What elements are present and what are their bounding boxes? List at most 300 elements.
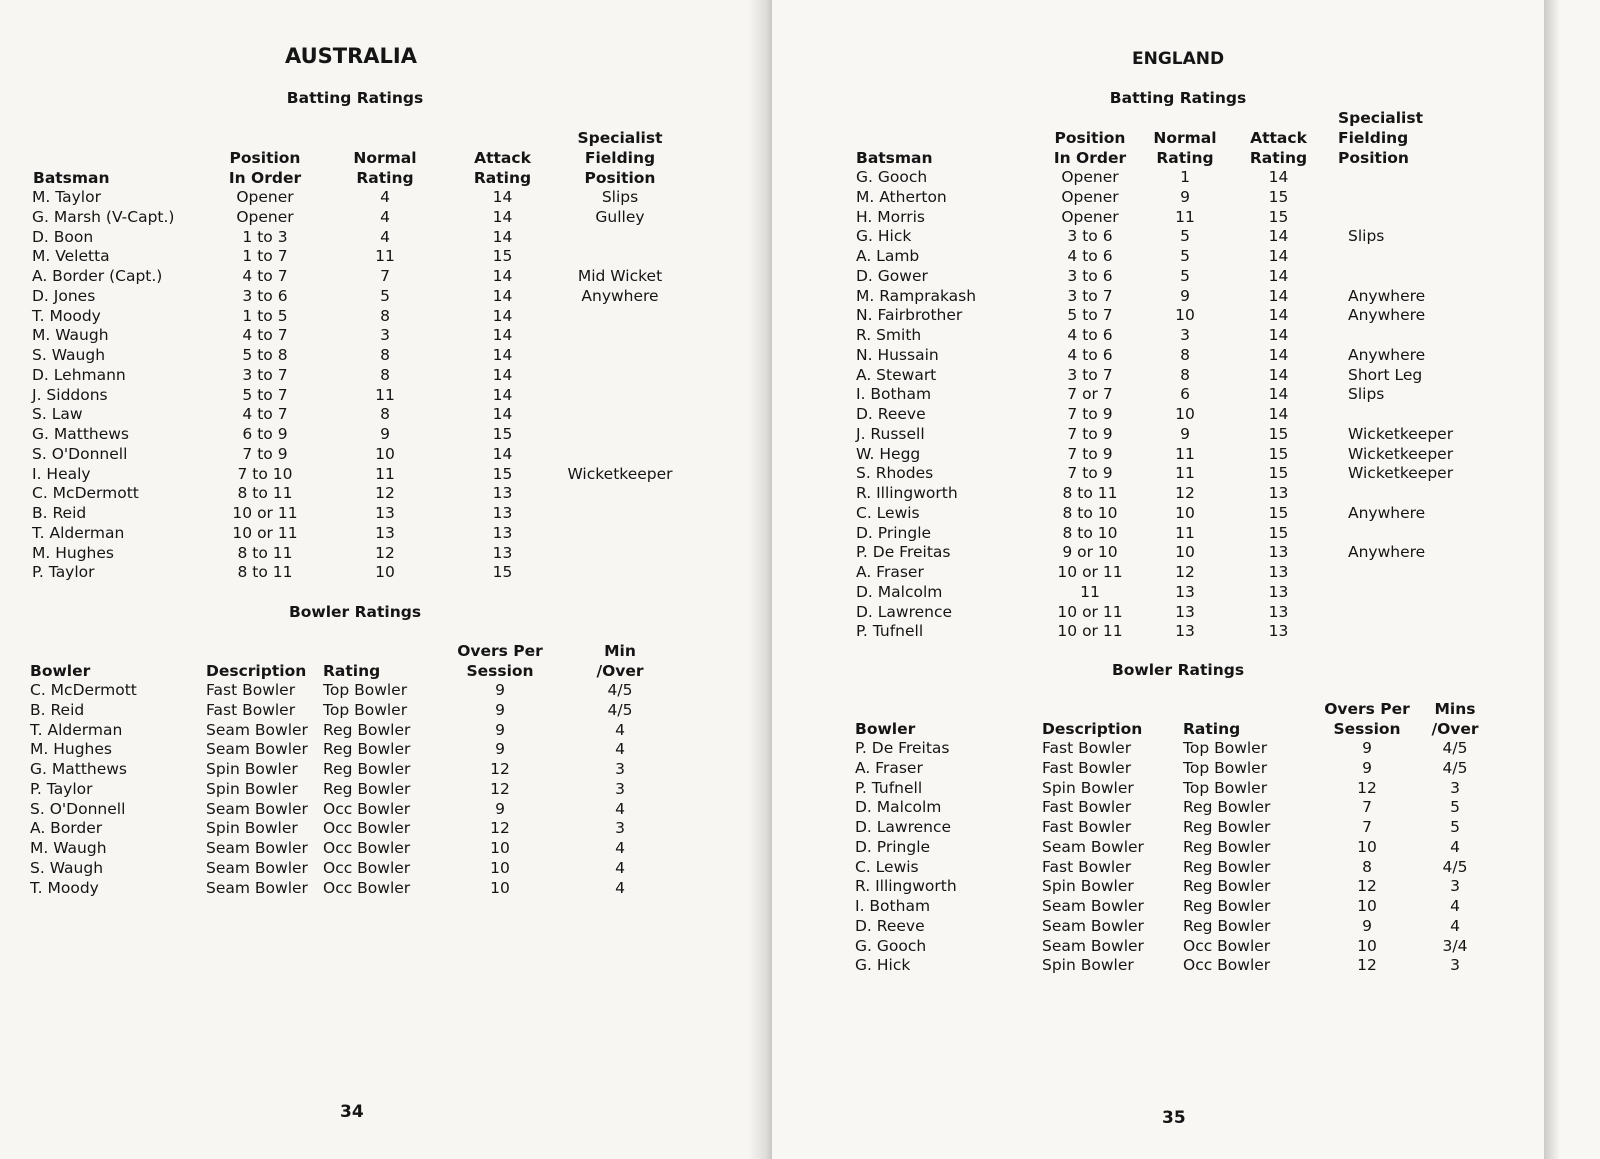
batting-row-fielding: Short Leg — [1348, 365, 1423, 384]
batting-row-attack-rating: 13 — [1268, 602, 1289, 621]
bowler-row-description: Seam Bowler — [1042, 837, 1144, 856]
batting-row-normal-rating: 8 — [380, 405, 390, 424]
batting-row-attack-rating: 14 — [1268, 266, 1289, 285]
batting-row-fielding: Slips — [1348, 385, 1385, 404]
description-header: Description — [206, 662, 307, 680]
batting-row-position: 3 to 7 — [1067, 286, 1113, 305]
bowler-row-min-over: 3 — [1450, 778, 1460, 797]
batting-row-position: 1 to 3 — [242, 227, 288, 246]
bowler-row-overs: 10 — [490, 858, 510, 877]
batting-row-attack-rating: 14 — [1268, 286, 1289, 305]
batting-row-position: 3 to 6 — [1067, 227, 1113, 246]
bowler-row-bowler: M. Hughes — [30, 740, 112, 759]
batting-row-batsman: B. Reid — [32, 504, 87, 522]
bowler-row-rating: Occ Bowler — [323, 799, 411, 818]
fielding-header: Specialist Fielding Position — [1338, 109, 1423, 167]
batting-row-position: 10 or 11 — [1057, 622, 1123, 641]
batting-row-attack-rating: 14 — [1268, 385, 1289, 404]
batting-row-fielding: Anywhere — [1348, 345, 1426, 364]
bowler-row-description: Fast Bowler — [1042, 758, 1132, 777]
batting-row-batsman: H. Morris — [856, 207, 925, 226]
bowler-row-description: Fast Bowler — [206, 700, 296, 719]
bowler-row-bowler: D. Pringle — [855, 837, 931, 856]
batting-row-position: 5 to 8 — [242, 346, 288, 364]
bowler-row-rating: Reg Bowler — [1183, 798, 1271, 817]
bowler-row-overs: 9 — [495, 720, 505, 739]
batting-row-position: 7 to 10 — [237, 464, 293, 483]
min-over-header: Min /Over — [596, 642, 644, 680]
bowler-row-description: Seam Bowler — [1042, 916, 1144, 935]
overs-header: Overs Per Session — [1324, 700, 1410, 738]
batting-row-batsman: J. Siddons — [32, 385, 108, 404]
bowler-row-overs: 10 — [1357, 936, 1377, 955]
batting-row-position: 7 to 9 — [1067, 444, 1113, 463]
bowler-row-overs: 9 — [495, 681, 505, 699]
bowler-header: Bowler — [30, 662, 91, 680]
batting-row-attack-rating: 13 — [492, 523, 513, 542]
batting-row-batsman: A. Border (Capt.) — [32, 267, 163, 285]
batting-row-batsman: G. Hick — [856, 227, 912, 246]
batting-row-batsman: M. Waugh — [32, 326, 109, 345]
bowler-row-bowler: M. Waugh — [30, 839, 107, 857]
batting-row-position: 8 to 11 — [237, 543, 293, 562]
bowler-row-overs: 10 — [1357, 897, 1377, 915]
bowler-row-min-over: 4/5 — [1442, 857, 1468, 876]
bowler-row-overs: 12 — [1357, 877, 1377, 896]
bowler-row-description: Spin Bowler — [1042, 877, 1134, 896]
bowler-row-min-over: 3 — [615, 760, 625, 778]
batting-row-normal-rating: 4 — [380, 188, 390, 206]
batting-row-position: 8 to 11 — [237, 484, 293, 503]
bowler-row-overs: 10 — [490, 878, 510, 897]
batting-row-position: 11 — [1080, 582, 1100, 601]
batting-row-batsman: W. Hegg — [856, 444, 921, 463]
bowler-row-description: Seam Bowler — [206, 740, 308, 759]
batting-row-batsman: M. Veletta — [32, 247, 110, 266]
batting-row-batsman: D. Jones — [32, 286, 96, 305]
batting-row-normal-rating: 5 — [1180, 266, 1190, 285]
batsman-header: Batsman — [856, 149, 933, 167]
bowler-row-bowler: C. Lewis — [855, 857, 919, 876]
normal-rating-header: Normal Rating — [1153, 129, 1217, 167]
batting-row-normal-rating: 10 — [1175, 306, 1195, 325]
batting-row-attack-rating: 14 — [492, 346, 513, 364]
bowler-row-description: Fast Bowler — [1042, 739, 1132, 757]
fielding-header: Specialist Fielding Position — [577, 129, 663, 187]
batting-row-attack-rating: 15 — [492, 464, 513, 483]
batting-row-attack-rating: 14 — [1268, 365, 1289, 384]
left-page — [0, 0, 772, 1159]
batsman-header: Batsman — [33, 169, 110, 187]
batting-row-position: 4 to 7 — [242, 326, 288, 345]
batting-row-position: 3 to 7 — [242, 365, 288, 384]
bowler-row-bowler: P. Taylor — [30, 779, 93, 798]
bowler-row-min-over: 4 — [615, 720, 625, 739]
batting-row-batsman: N. Hussain — [856, 345, 939, 364]
batting-row-batsman: M. Atherton — [856, 187, 947, 206]
batting-row-position: 5 to 7 — [1067, 306, 1113, 325]
bowler-row-min-over: 4 — [1450, 837, 1460, 856]
bowler-row-description: Seam Bowler — [206, 720, 308, 739]
bowler-row-bowler: T. Moody — [30, 878, 99, 897]
batting-row-normal-rating: 10 — [1175, 543, 1195, 562]
batting-row-attack-rating: 13 — [1268, 563, 1289, 581]
bowler-row-bowler: A. Fraser — [855, 758, 923, 777]
batting-row-position: 7 or 7 — [1067, 385, 1113, 404]
batting-row-position: 9 or 10 — [1062, 543, 1118, 562]
batting-row-attack-rating: 15 — [492, 247, 513, 266]
batting-row-attack-rating: 13 — [492, 484, 513, 503]
batting-row-normal-rating: 12 — [1175, 484, 1195, 502]
bowler-row-bowler: P. De Freitas — [855, 739, 950, 757]
batting-row-attack-rating: 14 — [492, 188, 513, 206]
batting-ratings-title: Batting Ratings — [286, 89, 424, 107]
batting-row-position: 7 to 9 — [1067, 424, 1113, 443]
batting-row-position: 1 to 5 — [242, 306, 288, 325]
batting-row-position: 7 to 9 — [1067, 464, 1113, 483]
batting-row-position: 8 to 10 — [1062, 503, 1118, 522]
page-title-england: ENGLAND — [1132, 49, 1225, 69]
batting-row-batsman: C. Lewis — [856, 503, 920, 522]
batting-row-normal-rating: 8 — [380, 365, 390, 384]
batting-row-position: 8 to 11 — [1062, 484, 1118, 502]
batting-row-position: 3 to 6 — [242, 286, 288, 305]
batting-row-fielding: Anywhere — [581, 286, 659, 305]
bowler-row-rating: Reg Bowler — [1183, 916, 1271, 935]
bowler-row-min-over: 5 — [1450, 818, 1460, 836]
bowler-row-min-over: 4/5 — [1442, 758, 1468, 777]
batting-row-position: 10 or 11 — [232, 523, 298, 542]
batting-row-normal-rating: 5 — [380, 286, 390, 305]
bowler-row-min-over: 3/4 — [1442, 936, 1468, 955]
batting-row-batsman: D. Pringle — [856, 523, 932, 542]
batting-row-attack-rating: 15 — [1268, 464, 1289, 483]
bowler-ratings-title: Bowler Ratings — [1111, 661, 1245, 679]
bowler-row-description: Spin Bowler — [1042, 778, 1134, 797]
batting-row-batsman: A. Fraser — [856, 563, 924, 581]
bowler-row-description: Seam Bowler — [206, 858, 308, 877]
bowler-row-description: Fast Bowler — [1042, 798, 1132, 817]
bowler-row-min-over: 3 — [615, 819, 625, 838]
batting-row-normal-rating: 3 — [380, 326, 390, 345]
bowler-row-overs: 9 — [495, 799, 505, 818]
batting-row-normal-rating: 4 — [380, 207, 390, 226]
batting-row-normal-rating: 10 — [375, 563, 395, 582]
batting-row-position: 4 to 6 — [1067, 345, 1113, 364]
bowler-row-overs: 7 — [1362, 818, 1372, 836]
batting-row-attack-rating: 15 — [1268, 444, 1289, 463]
batting-row-position: 4 to 7 — [242, 405, 288, 424]
batting-row-batsman: G. Gooch — [856, 168, 928, 186]
batting-row-batsman: N. Fairbrother — [856, 306, 963, 325]
batting-row-attack-rating: 14 — [1268, 405, 1289, 423]
batting-row-fielding: Slips — [601, 188, 639, 206]
bowler-row-rating: Occ Bowler — [323, 858, 411, 877]
batting-row-position: Opener — [1061, 187, 1119, 206]
description-header: Description — [1042, 720, 1143, 738]
batting-row-normal-rating: 11 — [375, 464, 395, 483]
batting-row-attack-rating: 14 — [1268, 247, 1289, 265]
batting-row-position: Opener — [236, 188, 294, 206]
batting-row-normal-rating: 9 — [380, 425, 390, 443]
bowler-row-min-over: 4 — [615, 858, 625, 877]
bowler-row-rating: Reg Bowler — [323, 740, 411, 759]
bowler-row-overs: 10 — [1357, 837, 1377, 856]
bowler-row-description: Seam Bowler — [1042, 936, 1144, 955]
bowler-row-description: Spin Bowler — [206, 760, 298, 778]
bowler-row-min-over: 4/5 — [607, 700, 633, 719]
bowler-row-description: Seam Bowler — [1042, 897, 1144, 915]
bowler-row-rating: Reg Bowler — [323, 720, 411, 739]
batting-row-normal-rating: 11 — [375, 385, 395, 404]
batting-row-attack-rating: 13 — [1268, 582, 1289, 601]
batting-row-position: 10 or 11 — [1057, 563, 1123, 581]
batting-row-batsman: M. Hughes — [32, 543, 114, 562]
batting-row-normal-rating: 8 — [380, 346, 390, 364]
bowler-row-rating: Reg Bowler — [1183, 877, 1271, 896]
batting-row-batsman: J. Russell — [856, 424, 925, 443]
batting-row-attack-rating: 14 — [492, 227, 513, 246]
batting-row-position: 7 to 9 — [1067, 405, 1113, 423]
batting-row-attack-rating: 14 — [492, 207, 513, 226]
batting-row-normal-rating: 13 — [375, 523, 395, 542]
page-title-australia: AUSTRALIA — [285, 44, 417, 68]
batting-row-batsman: S. Law — [32, 405, 83, 424]
batting-row-normal-rating: 9 — [1180, 187, 1190, 206]
batting-row-batsman: P. De Freitas — [856, 543, 951, 562]
batting-row-attack-rating: 14 — [492, 267, 513, 285]
batting-row-position: Opener — [1061, 168, 1119, 186]
batting-row-normal-rating: 11 — [1175, 207, 1195, 226]
bowler-row-bowler: R. Illingworth — [855, 877, 957, 896]
bowler-row-min-over: 4 — [615, 878, 625, 897]
batting-row-batsman: I. Healy — [32, 464, 91, 483]
bowler-row-bowler: C. McDermott — [30, 681, 137, 699]
batting-row-attack-rating: 14 — [492, 306, 513, 325]
bowler-row-min-over: 5 — [1450, 798, 1460, 817]
batting-row-attack-rating: 14 — [492, 444, 513, 463]
batting-row-batsman: D. Lehmann — [32, 365, 126, 384]
bowler-row-description: Seam Bowler — [206, 878, 308, 897]
bowler-row-bowler: P. Tufnell — [855, 778, 923, 797]
bowler-row-bowler: A. Border — [30, 819, 103, 838]
bowler-row-description: Fast Bowler — [206, 681, 296, 699]
bowler-row-bowler: G. Gooch — [855, 936, 927, 955]
batting-row-batsman: T. Alderman — [32, 523, 125, 542]
batting-row-normal-rating: 10 — [1175, 503, 1195, 522]
bowler-ratings-title: Bowler Ratings — [288, 603, 422, 621]
batting-row-batsman: I. Botham — [856, 385, 932, 404]
batting-row-attack-rating: 14 — [1268, 168, 1289, 186]
page-number: 34 — [340, 1102, 364, 1122]
batting-row-position: Opener — [236, 207, 294, 226]
bowler-row-rating: Occ Bowler — [323, 839, 411, 857]
bowler-row-bowler: S. Waugh — [30, 858, 104, 877]
bowler-row-rating: Top Bowler — [1183, 758, 1268, 777]
bowler-row-min-over: 4/5 — [607, 681, 633, 699]
batting-row-position: 4 to 7 — [242, 267, 288, 285]
position-header: Position In Order — [1053, 129, 1127, 167]
batting-row-position: Opener — [1061, 207, 1119, 226]
batting-row-batsman: D. Gower — [856, 266, 928, 285]
bowler-row-rating: Top Bowler — [323, 700, 408, 719]
batting-row-batsman: S. O'Donnell — [32, 444, 128, 463]
page-number: 35 — [1162, 1108, 1186, 1128]
bowler-row-overs: 12 — [490, 819, 510, 838]
batting-row-attack-rating: 14 — [1268, 345, 1289, 364]
batting-row-batsman: D. Boon — [32, 227, 94, 246]
batting-row-attack-rating: 14 — [492, 286, 513, 305]
batting-row-normal-rating: 7 — [380, 267, 390, 285]
bowler-row-min-over: 4 — [615, 839, 625, 857]
batting-row-fielding: Wicketkeeper — [567, 464, 673, 483]
bowler-row-bowler: G. Hick — [855, 956, 911, 975]
batting-row-attack-rating: 14 — [492, 365, 513, 384]
batting-row-attack-rating: 13 — [492, 543, 513, 562]
bowler-row-description: Spin Bowler — [206, 819, 298, 838]
bowler-row-overs: 9 — [495, 700, 505, 719]
bowler-row-min-over: 4 — [615, 799, 625, 818]
batting-row-fielding: Wicketkeeper — [1348, 464, 1454, 483]
gutter-shadow — [1544, 0, 1560, 1159]
batting-row-normal-rating: 12 — [375, 484, 395, 503]
bowler-row-description: Spin Bowler — [1042, 956, 1134, 975]
batting-row-batsman: R. Smith — [856, 326, 922, 344]
bowler-row-rating: Reg Bowler — [1183, 857, 1271, 876]
batting-row-position: 10 or 11 — [1057, 602, 1123, 621]
bowler-row-overs: 9 — [1362, 758, 1372, 777]
bowler-row-rating: Reg Bowler — [323, 760, 411, 778]
batting-row-attack-rating: 13 — [1268, 484, 1289, 502]
batting-row-normal-rating: 4 — [380, 227, 390, 246]
batting-row-batsman: R. Illingworth — [856, 484, 958, 502]
batting-row-position: 10 or 11 — [232, 504, 298, 522]
batting-row-attack-rating: 14 — [1268, 326, 1289, 344]
batting-row-fielding: Gulley — [595, 207, 645, 226]
right-page — [772, 0, 1600, 1159]
batting-row-attack-rating: 15 — [1268, 187, 1289, 206]
batting-row-batsman: A. Lamb — [856, 247, 920, 265]
batting-row-normal-rating: 1 — [1180, 168, 1190, 186]
rating-header: Rating — [323, 662, 381, 680]
normal-rating-header: Normal Rating — [353, 149, 417, 187]
batting-row-attack-rating: 13 — [1268, 622, 1289, 641]
batting-row-normal-rating: 8 — [1180, 345, 1190, 364]
bowler-row-bowler: S. O'Donnell — [30, 799, 126, 818]
batting-row-normal-rating: 10 — [1175, 405, 1195, 423]
batting-row-normal-rating: 13 — [1175, 622, 1195, 641]
gutter-shadow — [748, 0, 772, 1159]
batting-row-fielding: Slips — [1348, 227, 1385, 246]
batting-row-batsman: P. Tufnell — [856, 622, 924, 641]
batting-row-normal-rating: 5 — [1180, 247, 1190, 265]
bowler-row-min-over: 3 — [615, 779, 625, 798]
batting-row-position: 8 to 10 — [1062, 523, 1118, 542]
rating-header: Rating — [1183, 720, 1241, 738]
batting-row-fielding: Anywhere — [1348, 543, 1426, 562]
batting-row-position: 4 to 6 — [1067, 326, 1113, 344]
bowler-row-description: Fast Bowler — [1042, 818, 1132, 836]
overs-header: Overs Per Session — [457, 642, 543, 680]
bowler-row-description: Spin Bowler — [206, 779, 298, 798]
attack-rating-header: Attack Rating — [473, 149, 532, 187]
batting-row-normal-rating: 10 — [375, 444, 395, 463]
bowler-row-rating: Occ Bowler — [323, 878, 411, 897]
attack-rating-header: Attack Rating — [1249, 129, 1308, 167]
bowler-row-rating: Occ Bowler — [1183, 956, 1271, 975]
batting-row-normal-rating: 11 — [1175, 523, 1195, 542]
batting-row-normal-rating: 11 — [375, 247, 395, 266]
bowler-row-bowler: D. Reeve — [855, 916, 925, 935]
bowler-row-overs: 9 — [495, 740, 505, 759]
batting-row-batsman: G. Marsh (V-Capt.) — [32, 207, 175, 226]
batting-row-batsman: M. Taylor — [32, 188, 101, 206]
batting-row-normal-rating: 12 — [375, 543, 395, 562]
batting-row-normal-rating: 9 — [1180, 424, 1190, 443]
bowler-row-rating: Reg Bowler — [323, 779, 411, 798]
bowler-row-rating: Reg Bowler — [1183, 897, 1271, 915]
batting-row-attack-rating: 15 — [1268, 503, 1289, 522]
batting-row-position: 1 to 7 — [242, 247, 288, 266]
bowler-row-rating: Occ Bowler — [323, 819, 411, 838]
bowler-row-min-over: 4 — [1450, 916, 1460, 935]
bowler-row-overs: 9 — [1362, 916, 1372, 935]
batting-row-batsman: D. Malcolm — [856, 582, 943, 601]
bowler-row-overs: 12 — [1357, 956, 1377, 975]
bowler-row-min-over: 3 — [1450, 956, 1460, 975]
min-over-header: Mins /Over — [1431, 700, 1479, 738]
batting-row-batsman: D. Reeve — [856, 405, 926, 423]
batting-row-attack-rating: 15 — [492, 563, 513, 582]
bowler-row-rating: Reg Bowler — [1183, 818, 1271, 836]
batting-row-normal-rating: 8 — [1180, 365, 1190, 384]
bowler-row-description: Seam Bowler — [206, 799, 308, 818]
batting-row-attack-rating: 13 — [492, 504, 513, 522]
bowler-row-min-over: 4/5 — [1442, 739, 1468, 757]
batting-row-normal-rating: 13 — [375, 504, 395, 522]
batting-row-attack-rating: 14 — [492, 326, 513, 345]
batting-row-position: 5 to 7 — [242, 385, 288, 404]
batting-row-normal-rating: 11 — [1175, 464, 1195, 483]
position-header: Position In Order — [228, 149, 302, 187]
bowler-row-rating: Top Bowler — [1183, 778, 1268, 797]
batting-row-attack-rating: 14 — [1268, 306, 1289, 325]
batting-row-attack-rating: 15 — [1268, 523, 1289, 542]
bowler-row-rating: Top Bowler — [1183, 739, 1268, 757]
bowler-row-overs: 7 — [1362, 798, 1372, 817]
batting-row-position: 6 to 9 — [242, 425, 288, 443]
batting-row-normal-rating: 12 — [1175, 563, 1195, 581]
batting-row-position: 3 to 7 — [1067, 365, 1113, 384]
batting-row-fielding: Anywhere — [1348, 503, 1426, 522]
batting-row-attack-rating: 14 — [492, 385, 513, 404]
bowler-row-bowler: T. Alderman — [30, 720, 123, 739]
batting-row-batsman: A. Stewart — [856, 365, 937, 384]
bowler-header: Bowler — [855, 720, 916, 738]
batting-row-normal-rating: 13 — [1175, 582, 1195, 601]
batting-row-position: 3 to 6 — [1067, 266, 1113, 285]
bowler-row-bowler: D. Lawrence — [855, 818, 952, 836]
batting-row-normal-rating: 5 — [1180, 227, 1190, 246]
batting-row-normal-rating: 9 — [1180, 286, 1190, 305]
batting-row-attack-rating: 15 — [492, 425, 513, 443]
batting-row-attack-rating: 14 — [492, 405, 513, 424]
batting-row-batsman: P. Taylor — [32, 563, 95, 582]
batting-row-normal-rating: 13 — [1175, 602, 1195, 621]
batting-row-fielding: Mid Wicket — [577, 267, 663, 285]
batting-row-batsman: S. Rhodes — [856, 464, 934, 483]
batting-row-attack-rating: 14 — [1268, 227, 1289, 246]
